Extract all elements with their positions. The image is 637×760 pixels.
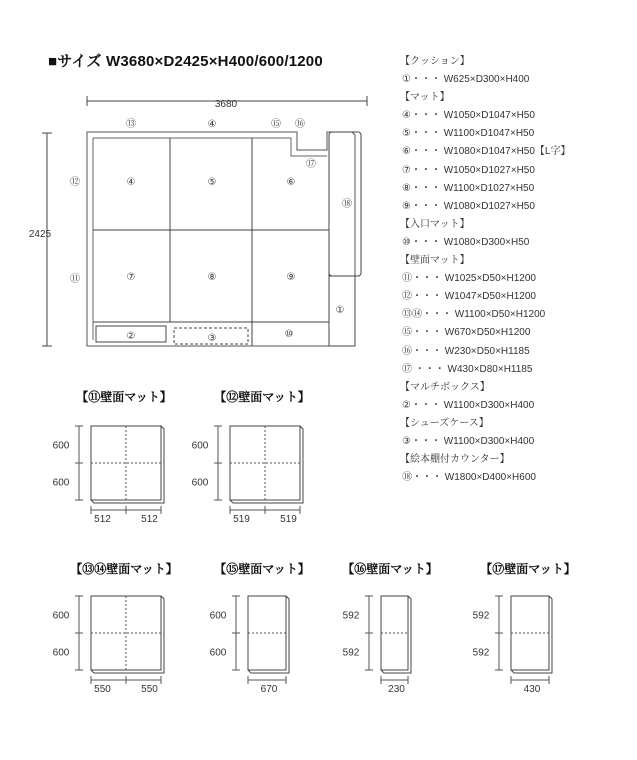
width-label: 430 <box>523 684 541 695</box>
spec-item: ③・・・ W1100×D300×H400 <box>402 435 535 447</box>
page-title: ■サイズ W3680×D2425×H400/600/1200 <box>48 53 323 70</box>
spec-item: ⑨・・・ W1080×D1027×H50 <box>402 200 535 212</box>
top-wall-label: ⑬ <box>126 119 136 130</box>
wall-mat-panel <box>210 561 310 695</box>
spec-item: ⑦・・・ W1050×D1027×H50 <box>402 164 535 176</box>
width-label: 512 <box>141 514 158 525</box>
spec-item: ⑯・・・ W230×D50×H1185 <box>402 345 530 357</box>
depth-label: 2425 <box>28 229 52 240</box>
spec-section-heading: 【マット】 <box>400 92 450 104</box>
spec-section-heading: 【入口マット】 <box>400 218 470 230</box>
left-wall-label: ⑫ <box>70 177 80 188</box>
spec-item: ⑥・・・ W1080×D1047×H50【L字】 <box>402 146 571 158</box>
top-wall-label: ⑯ <box>295 119 305 130</box>
width-label: 3680 <box>214 99 238 110</box>
mat-label: ⑤ <box>207 177 217 188</box>
width-label: 519 <box>233 514 250 525</box>
spec-section-heading: 【シューズケース】 <box>400 417 489 429</box>
height-label: 592 <box>472 647 490 659</box>
left-wall-label: ⑪ <box>70 274 80 285</box>
wall-mat-panel <box>473 561 576 695</box>
bottom-label: ③ <box>207 333 217 344</box>
right-label: ⑱ <box>342 199 352 210</box>
width-label: 519 <box>280 514 297 525</box>
mat-label: ⑧ <box>207 272 217 283</box>
spec-item: ⑩・・・ W1080×D300×H50 <box>402 236 530 248</box>
height-label: 600 <box>52 647 70 659</box>
right-label: ⑰ <box>306 159 316 170</box>
right-label: ① <box>335 305 345 316</box>
mat-label: ⑨ <box>286 272 296 283</box>
panel-title: 【⑰壁面マット】 <box>480 562 576 576</box>
panel-title: 【⑬⑭壁面マット】 <box>70 562 178 576</box>
mat-label: ⑥ <box>286 177 296 188</box>
wall-mat-panel <box>192 389 310 525</box>
spec-item: ②・・・ W1100×D300×H400 <box>402 399 535 411</box>
width-label: 550 <box>141 684 158 695</box>
spec-item: ⑫・・・ W1047×D50×H1200 <box>402 291 536 303</box>
height-label: 600 <box>209 647 227 659</box>
width-label: 512 <box>94 514 111 525</box>
floor-plan <box>42 96 367 346</box>
height-label: 592 <box>472 610 490 622</box>
panel-title: 【⑯壁面マット】 <box>342 562 438 576</box>
spec-item: ⑰ ・・・ W430×D80×H1185 <box>402 363 533 375</box>
bottom-label: ⑩ <box>284 329 294 340</box>
spec-item: ④・・・ W1050×D1047×H50 <box>402 110 535 122</box>
spec-item: ⑪・・・ W1025×D50×H1200 <box>402 273 536 285</box>
width-label: 230 <box>388 684 405 695</box>
spec-item: ⑮・・・ W670×D50×H1200 <box>402 327 531 339</box>
width-label: 550 <box>94 684 111 695</box>
panel-title: 【⑪壁面マット】 <box>76 390 172 404</box>
height-label: 600 <box>52 440 70 452</box>
panel-title: 【⑫壁面マット】 <box>214 390 310 404</box>
bottom-label: ② <box>126 331 136 342</box>
spec-section-heading: 【マルチボックス】 <box>400 381 490 393</box>
height-label: 600 <box>191 440 209 452</box>
top-wall-label: ④ <box>207 119 217 130</box>
height-label: 600 <box>52 477 70 489</box>
height-label: 592 <box>342 647 360 659</box>
spec-item: ⑤・・・ W1100×D1047×H50 <box>402 128 535 140</box>
wall-mat-panel <box>53 561 178 695</box>
mat-label: ④ <box>126 177 136 188</box>
top-wall-label: ⑮ <box>271 119 281 130</box>
spec-section-heading: 【壁面マット】 <box>400 255 470 267</box>
spec-item: ①・・・ W625×D300×H400 <box>402 74 530 86</box>
spec-section-heading: 【絵本棚付カウンター】 <box>400 454 510 466</box>
mat-label: ⑦ <box>126 272 136 283</box>
spec-item: ⑬⑭・・・ W1100×D50×H1200 <box>402 309 546 321</box>
floor-plan-labels <box>29 99 352 344</box>
spec-item: ⑧・・・ W1100×D1027×H50 <box>402 182 535 194</box>
height-label: 600 <box>52 610 70 622</box>
wall-mat-panel <box>53 389 172 525</box>
spec-section-heading: 【クッション】 <box>400 56 470 67</box>
wall-mat-panel <box>342 561 438 695</box>
width-label: 670 <box>260 684 278 695</box>
height-label: 592 <box>342 610 360 622</box>
height-label: 600 <box>209 610 227 622</box>
wall-mat-panels <box>53 389 576 695</box>
spec-item: ⑱・・・ W1800×D400×H600 <box>402 472 536 484</box>
panel-title: 【⑮壁面マット】 <box>214 562 310 576</box>
height-label: 600 <box>191 477 209 489</box>
